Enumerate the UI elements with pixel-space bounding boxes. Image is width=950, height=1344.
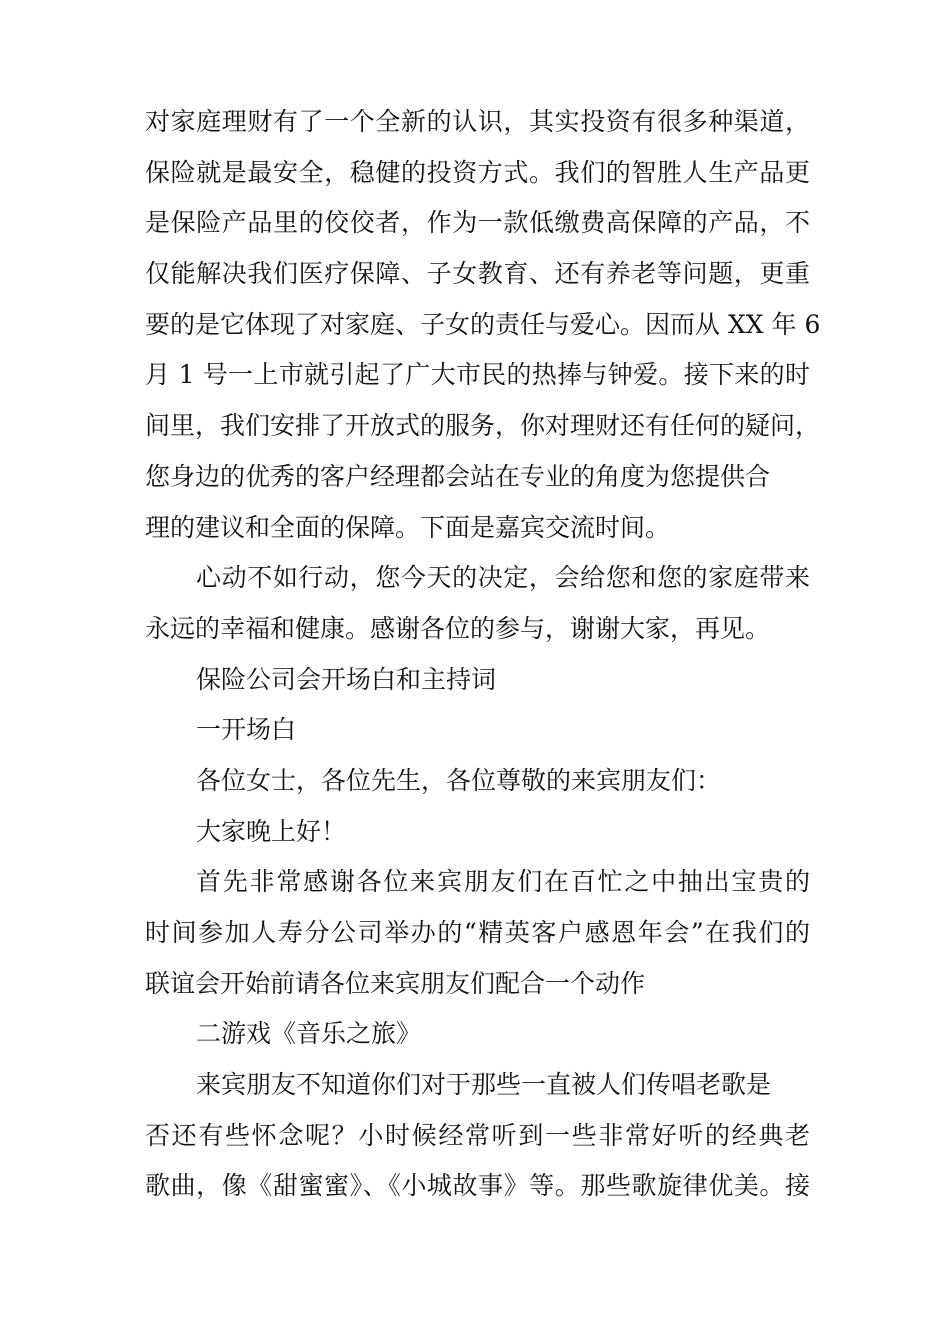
paragraph-line: 是保险产品里的佼佼者，作为一款低缴费高保障的产品，不 [145,208,810,238]
document-body [145,97,821,1212]
paragraph-line: 对家庭理财有了一个全新的认识，其实投资有很多种渠道， [145,107,810,136]
paragraph-line: 保险就是最安全，稳健的投资方式。我们的智胜人生产品更 [145,157,810,187]
section-heading: 二游戏《音乐之旅》 [196,1019,422,1049]
section-title: 保险公司会开场白和主持词 [196,664,497,694]
paragraph-line: 心动不如行动，您今天的决定，会给您和您的家庭带来 [196,563,810,593]
greeting-line: 大家晚上好！ [196,816,347,846]
section-heading: 一开场白 [196,715,297,745]
paragraph-line: 否还有些怀念呢？小时候经常听到一些非常好听的经典老 [145,1120,810,1150]
paragraph-line: 歌曲，像《甜蜜蜜》、《小城故事》等。那些歌旋律优美。接 [145,1171,810,1201]
paragraph-line: 首先非常感谢各位来宾朋友们在百忙之中抽出宝贵的 [196,867,810,897]
paragraph-line: 要的是它体现了对家庭、子女的责任与爱心。因而从 XX 年 6 [145,309,821,339]
paragraph-line: 间里，我们安排了开放式的服务，你对理财还有任何的疑问， [145,411,821,441]
greeting-line: 各位女士，各位先生，各位尊敬的来宾朋友们： [196,765,722,795]
paragraph-line: 理的建议和全面的保障。下面是嘉宾交流时间。 [145,512,671,542]
paragraph-line: 仅能解决我们医疗保障、子女教育、还有养老等问题，更重 [145,259,810,289]
paragraph-line: 时间参加人寿分公司举办的“精英客户感恩年会”在我们的 [145,918,810,947]
paragraph-line: 您身边的优秀的客户经理都会站在专业的角度为您提供合 [145,461,771,491]
paragraph-line: 来宾朋友不知道你们对于那些一直被人们传唱老歌是 [196,1070,772,1100]
paragraph-line: 月 1 号一上市就引起了广大市民的热捧与钟爱。接下来的时 [145,360,810,390]
paragraph-line: 联谊会开始前请各位来宾朋友们配合一个动作 [145,968,646,998]
paragraph-line: 永远的幸福和健康。感谢各位的参与，谢谢大家，再见。 [145,613,771,643]
